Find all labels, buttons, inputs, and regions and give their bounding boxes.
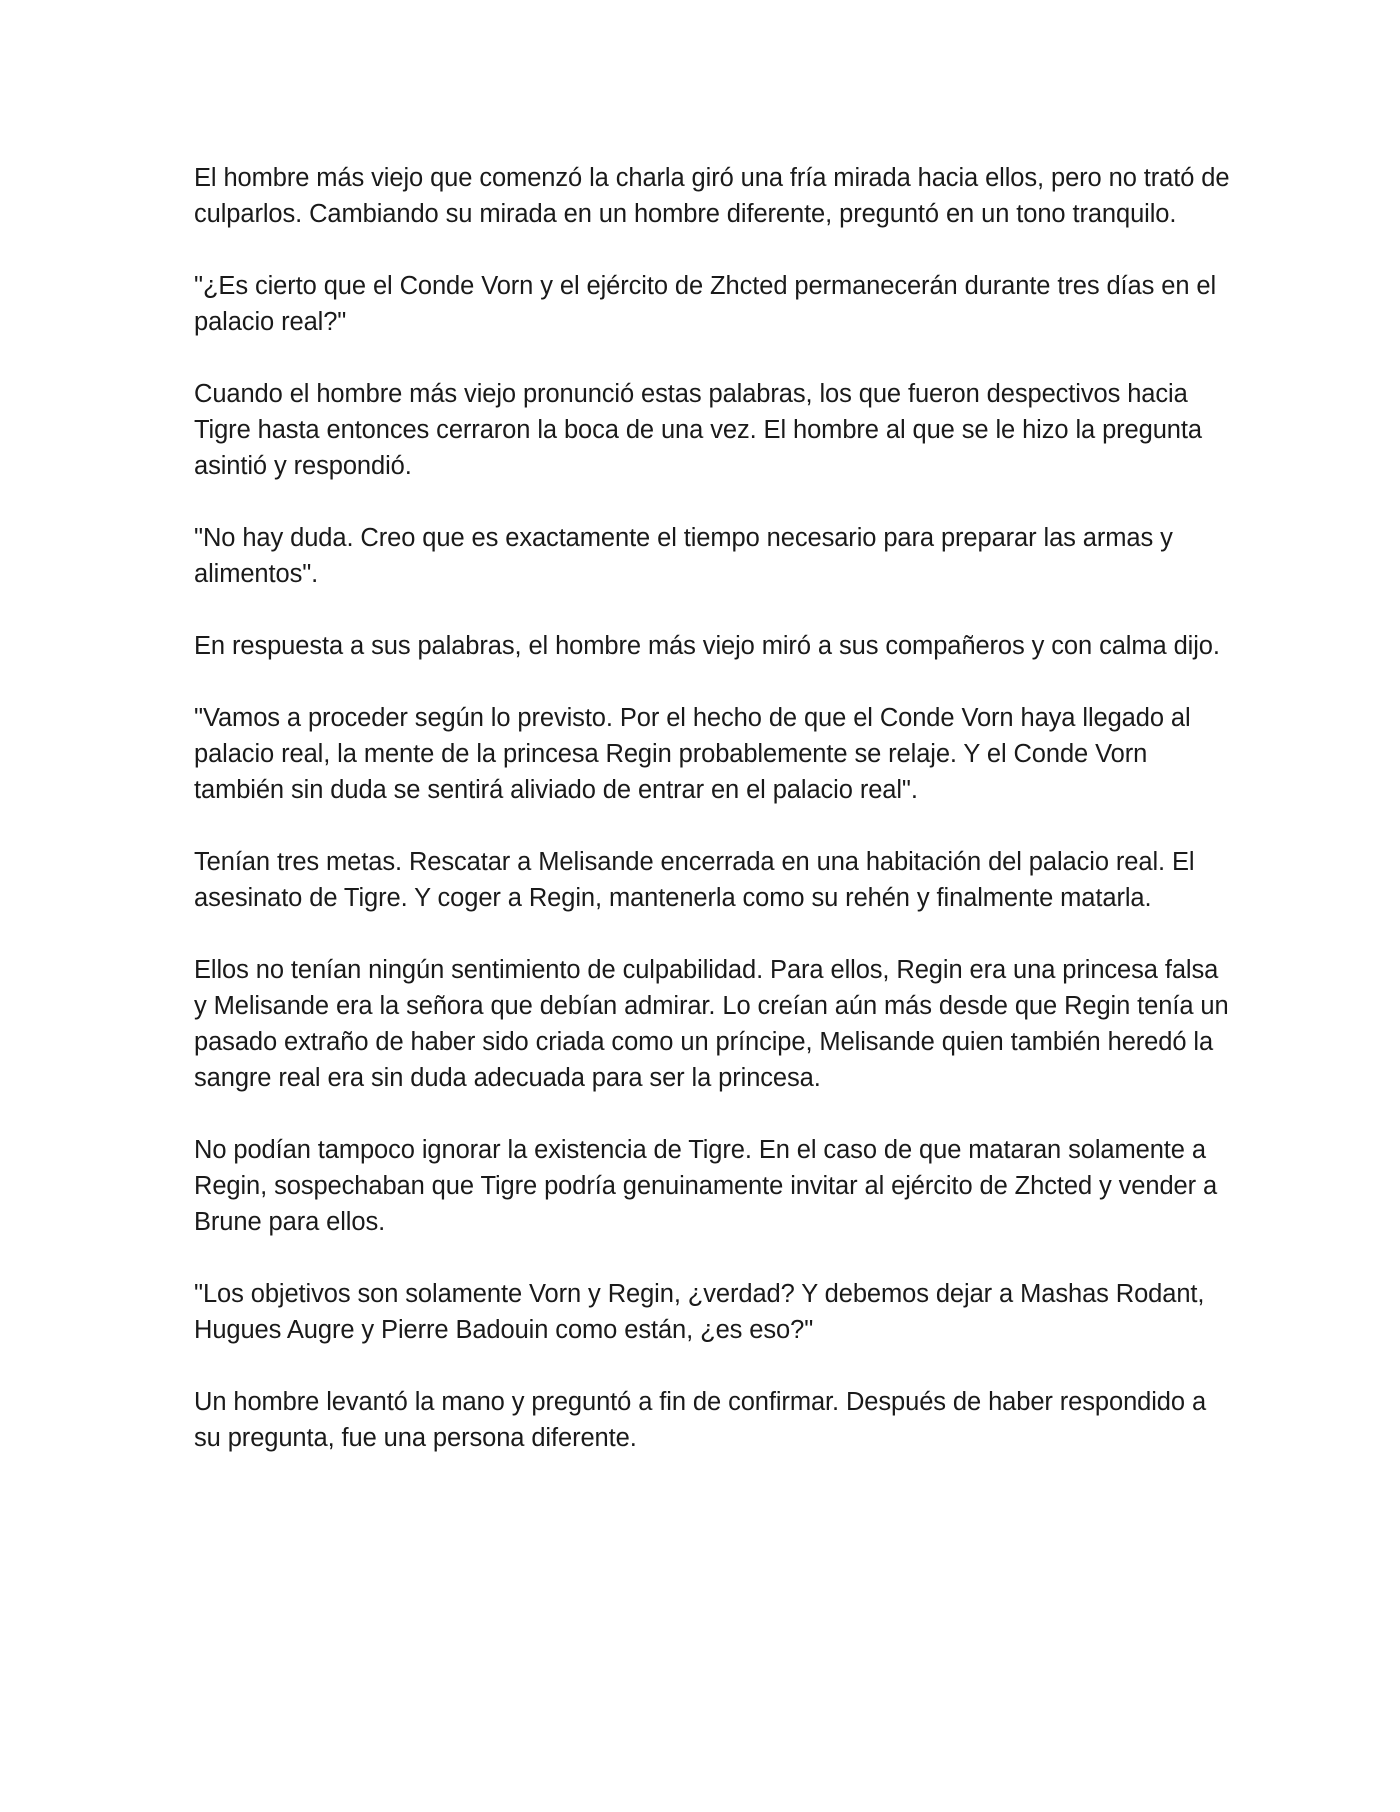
paragraph-9: No podían tampoco ignorar la existencia de Tigre. En el caso de que mataran solamente a Regin, sospechaban que Tigre podría genuinamente invitar al ejército de Zhcted y vender a Brune para ellos. [194, 1136, 1218, 1236]
paragraph-8: Ellos no tenían ningún sentimiento de culpabilidad. Para ellos, Regin era una princesa falsa y Melisande era la señora que debían admirar. Lo creían aún más desde que Regin tenía un pasado extraño de haber sido criada como un príncipe, Melisande quien también heredó la sangre real era sin duda adecuada para ser la princesa. [194, 956, 1229, 1092]
paragraph-2: "¿Es cierto que el Conde Vorn y el ejército de Zhcted permanecerán durante tres días en el palacio real?" [194, 272, 1217, 336]
paragraph-5: En respuesta a sus palabras, el hombre más viejo miró a sus compañeros y con calma dijo. [194, 632, 1220, 660]
paragraph-4: "No hay duda. Creo que es exactamente el tiempo necesario para preparar las armas y alimentos". [194, 524, 1173, 588]
paragraph-6: "Vamos a proceder según lo previsto. Por el hecho de que el Conde Vorn haya llegado al palacio real, la mente de la princesa Regin probablemente se relaje. Y el Conde Vorn también sin duda se sentirá aliviado de entrar en el palacio real". [194, 704, 1191, 804]
paragraph-10: "Los objetivos son solamente Vorn y Regin, ¿verdad? Y debemos dejar a Mashas Rodant, Hugues Augre y Pierre Badouin como están, ¿es eso?" [194, 1280, 1205, 1344]
paragraph-3: Cuando el hombre más viejo pronunció estas palabras, los que fueron despectivos hacia Tigre hasta entonces cerraron la boca de una vez. El hombre al que se le hizo la pregunta asintió y respondió. [194, 380, 1202, 480]
document-body [194, 160, 1234, 1492]
paragraph-11: Un hombre levantó la mano y preguntó a fin de confirmar. Después de haber respondido a su pregunta, fue una persona diferente. [194, 1388, 1207, 1452]
paragraph-1: El hombre más viejo que comenzó la charla giró una fría mirada hacia ellos, pero no trató de culparlos. Cambiando su mirada en un hombre diferente, preguntó en un tono tranquilo. [194, 164, 1230, 228]
paragraph-7: Tenían tres metas. Rescatar a Melisande encerrada en una habitación del palacio real. El asesinato de Tigre. Y coger a Regin, mantenerla como su rehén y finalmente matarla. [194, 848, 1195, 912]
